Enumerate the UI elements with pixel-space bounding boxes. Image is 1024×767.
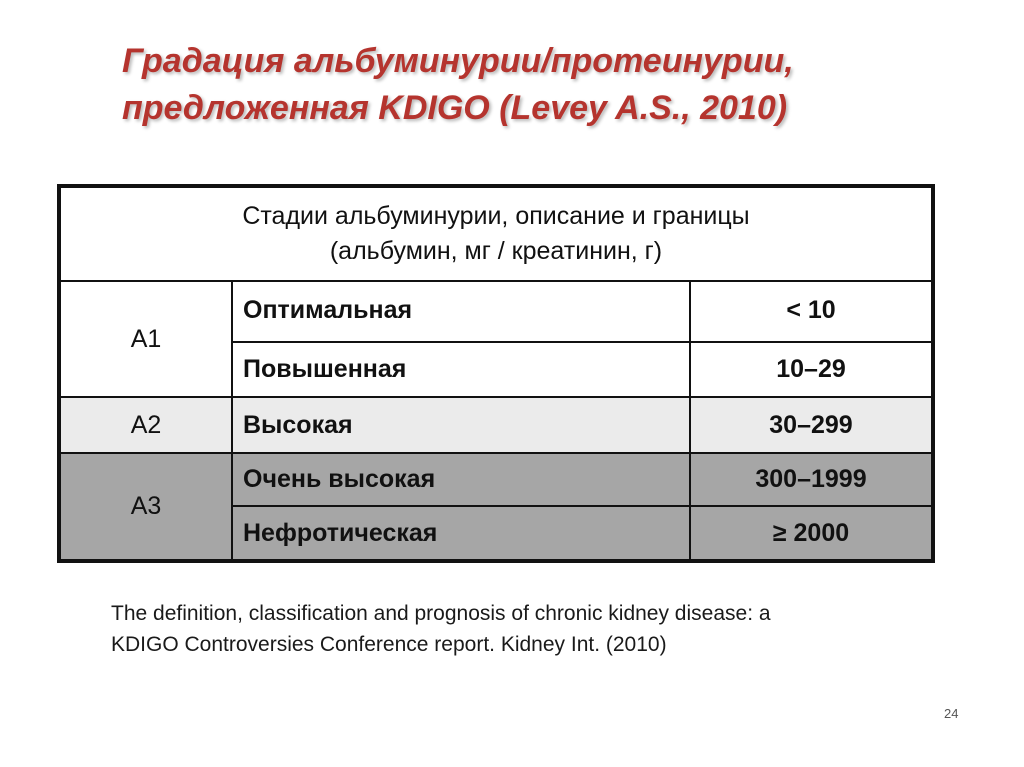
stage-cell-a2: A2 bbox=[59, 397, 232, 453]
reference-citation bbox=[111, 598, 951, 660]
table-header-row bbox=[59, 186, 933, 281]
description-cell: Повышенная bbox=[232, 342, 690, 397]
albuminuria-stages-table bbox=[57, 184, 935, 563]
range-cell: < 10 bbox=[690, 281, 933, 342]
range-cell: 10–29 bbox=[690, 342, 933, 397]
table-row bbox=[59, 397, 933, 453]
range-cell: 30–299 bbox=[690, 397, 933, 453]
table-row bbox=[59, 281, 933, 342]
stage-cell-a3: A3 bbox=[59, 453, 232, 561]
reference-line-1: The definition, classification and prognosis of chronic kidney disease: a bbox=[111, 602, 771, 625]
reference-line-2: KDIGO Controversies Conference report. Kidney Int. (2010) bbox=[111, 633, 667, 656]
description-cell: Высокая bbox=[232, 397, 690, 453]
description-cell: Нефротическая bbox=[232, 506, 690, 561]
description-cell: Очень высокая bbox=[232, 453, 690, 506]
table-header-line-2: (альбумин, мг / креатинин, г) bbox=[329, 237, 663, 265]
stage-cell-a1: A1 bbox=[59, 281, 232, 397]
range-cell: ≥ 2000 bbox=[690, 506, 933, 561]
table-header-line-1: Стадии альбуминурии, описание и границы bbox=[242, 202, 750, 230]
table-header-cell bbox=[59, 186, 933, 281]
title-line-2: предложенная KDIGO (Levey A.S., 2010) bbox=[122, 89, 788, 127]
slide-title bbox=[122, 38, 982, 132]
range-cell: 300–1999 bbox=[690, 453, 933, 506]
title-line-1: Градация альбуминурии/протеинурии, bbox=[122, 42, 794, 80]
page-number: 24 bbox=[944, 706, 959, 721]
description-cell: Оптимальная bbox=[232, 281, 690, 342]
table-row bbox=[59, 453, 933, 506]
